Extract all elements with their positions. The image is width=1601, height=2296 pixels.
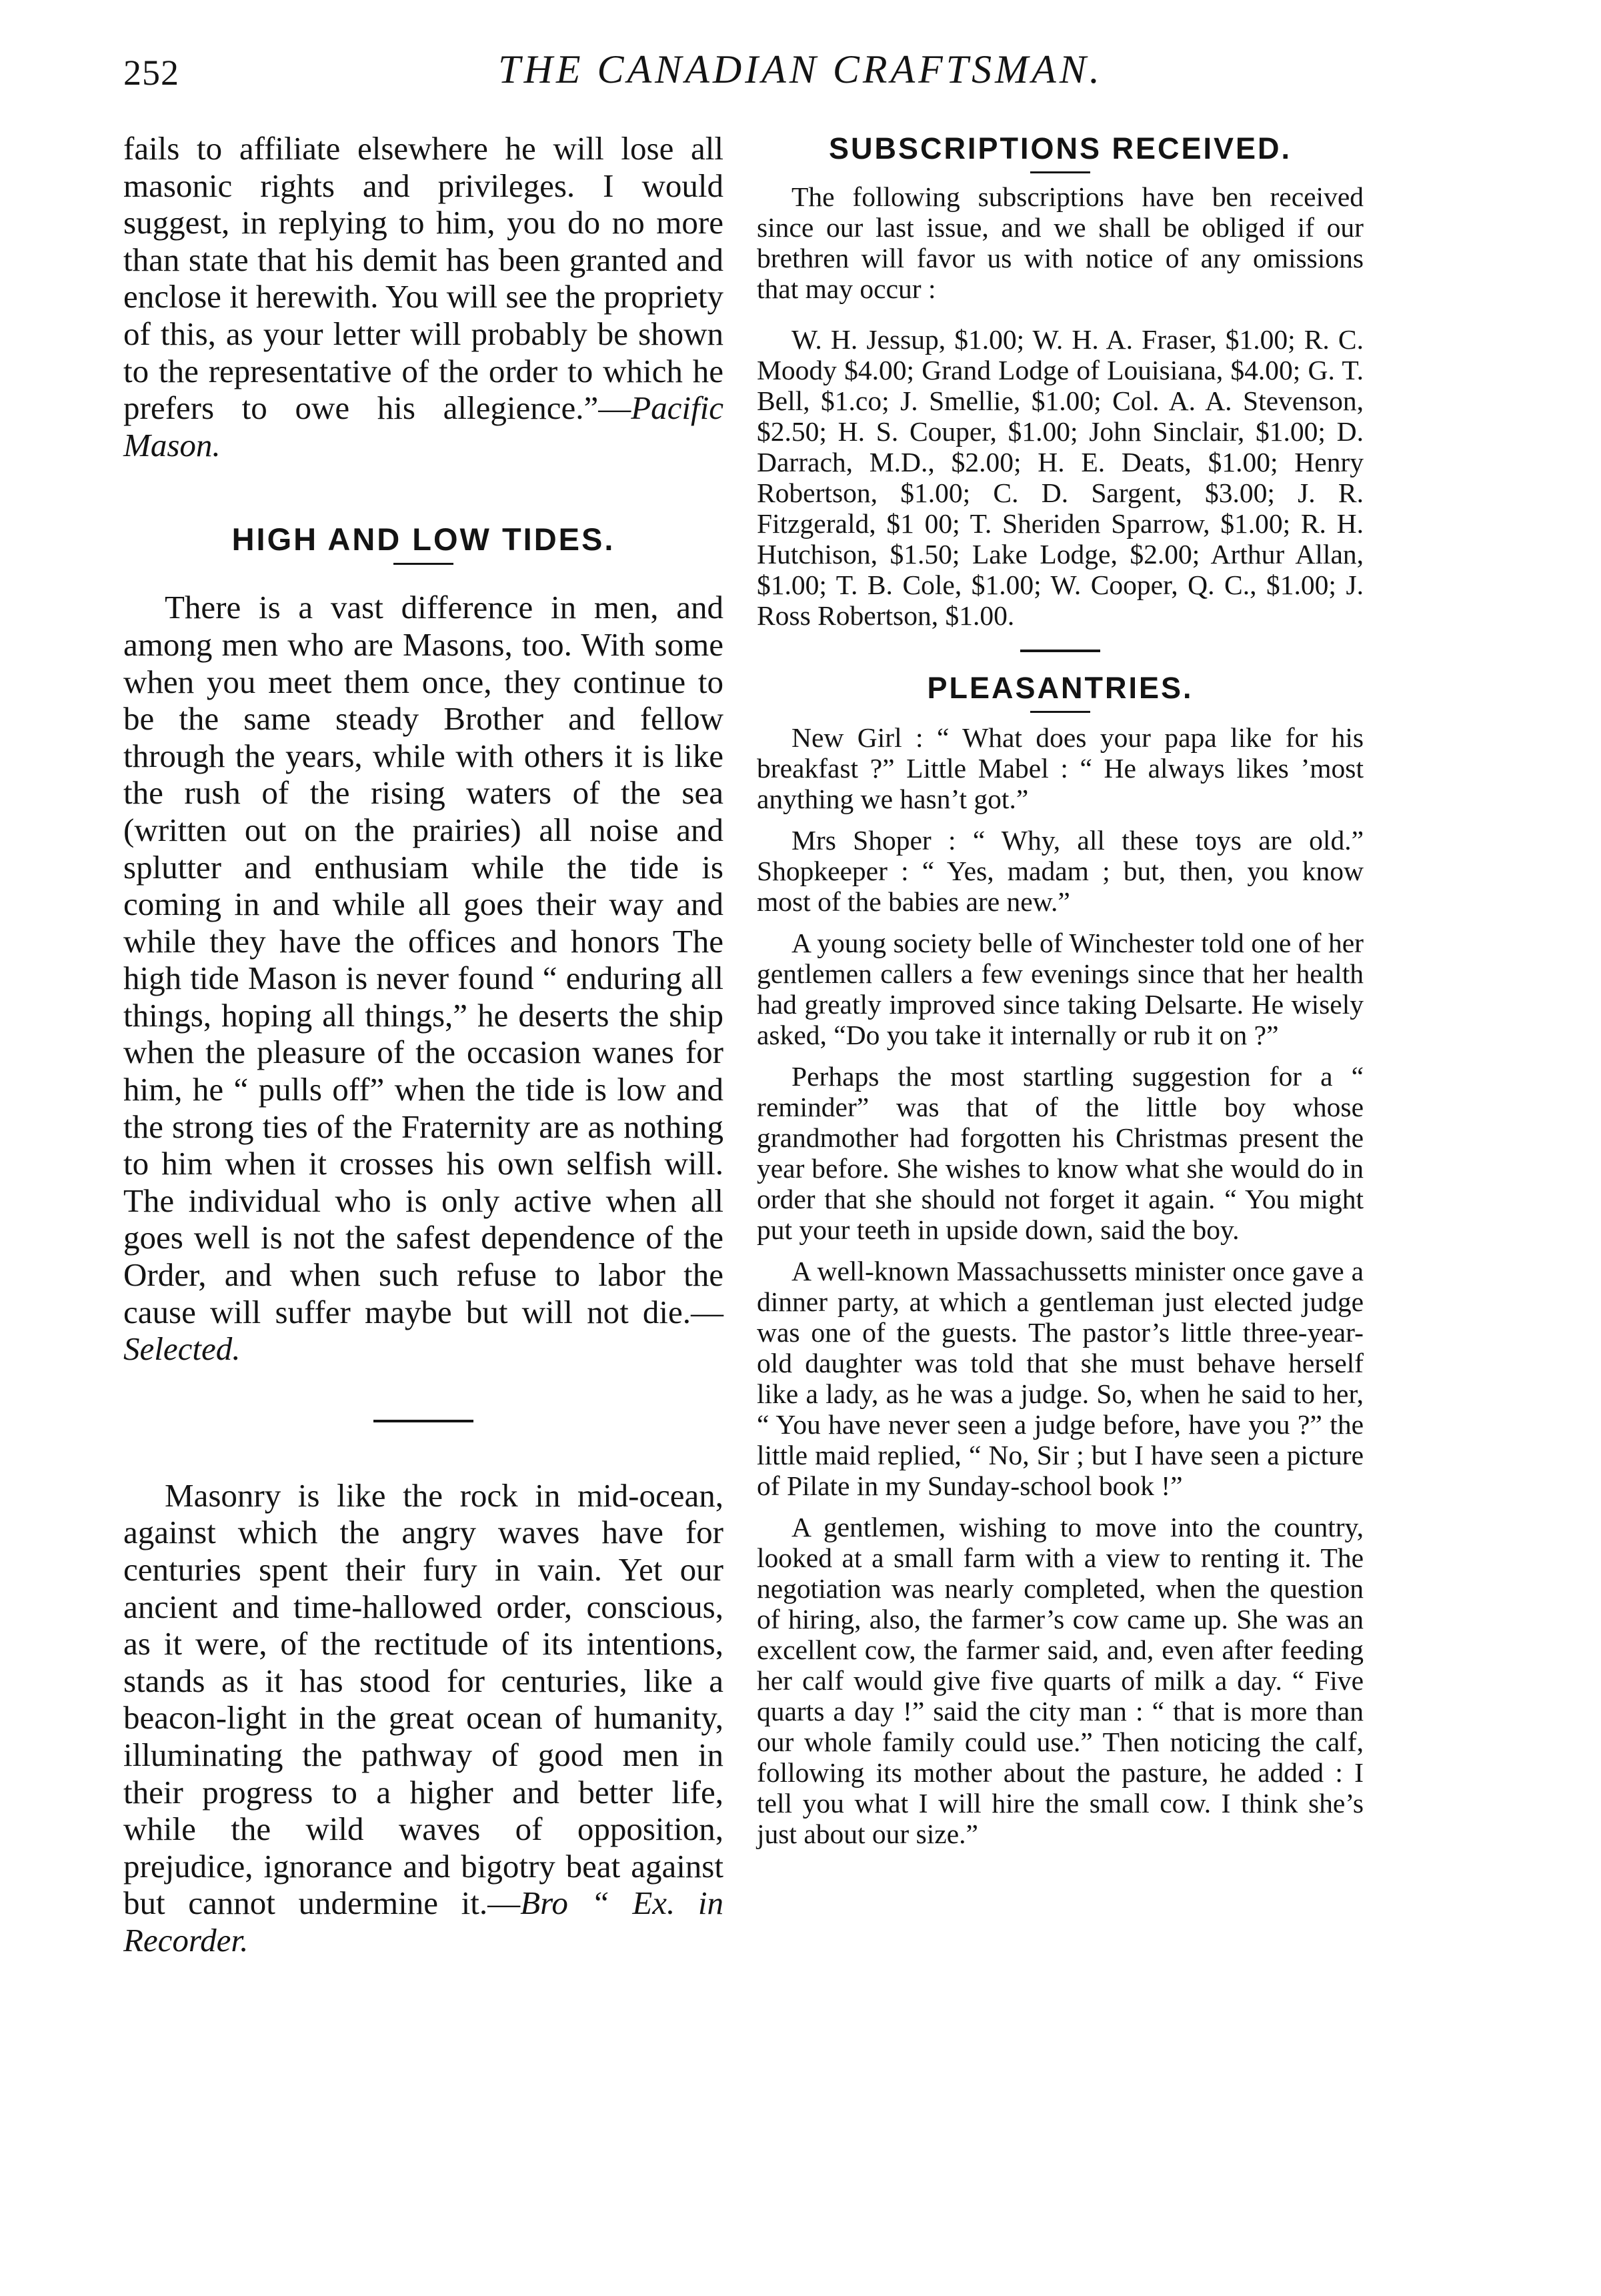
high-low-tides-article bbox=[123, 589, 723, 1367]
subscriptions-heading: SUBSCRIPTIONS RECEIVED. bbox=[828, 131, 1292, 165]
subscriptions-intro: The following subscriptions have ben received since our last issue, and we shall be obliged if our brethren will favor us with notice of any omissions that may occur : bbox=[757, 181, 1364, 304]
pleasantry-item: Perhaps the most startling suggestion for a “ reminder” was that of the little boy whose grandmother had forgotten his Christmas present the year before. She wishes to know what she would do in order that she should not forget it again. “ You might put your teeth in upside down, said the boy. bbox=[757, 1061, 1364, 1245]
continuation-source: Pacific Mason. bbox=[123, 389, 723, 463]
heading-rule bbox=[1030, 171, 1090, 173]
section-divider bbox=[373, 1420, 473, 1422]
pleasantry-item: A well-known Massachussetts minister once gave a dinner party, at which a gentleman just elected judge was one of the guests. The pastor’s little three-year-old daughter was told that she must behave herself like a lady, as he was a judge. So, when he said to her, “ You have never seen a judge before, have you ?” the little maid replied, “ No, Sir ; but I have seen a picture of Pilate in my Sunday-school book !” bbox=[757, 1256, 1364, 1501]
page-number: 252 bbox=[123, 53, 179, 93]
pleasantries-heading: PLEASANTRIES. bbox=[927, 671, 1194, 705]
pleasantry-item: A gentlemen, wishing to move into the country, looked at a small farm with a view to renting it. The negotiation was nearly completed, when the question of hiring, also, the farmer’s cow came up. She was an excellent cow, the farmer said, and, even after feeding her calf would give five quarts of milk a day. “ Five quarts a day !” said the city man : “ that is more than our whole family could use.” Then noticing the calf, following its mother about the pasture, he added : I tell you what I will hire the small cow. I think she’s just about our size.” bbox=[757, 1512, 1364, 1849]
pleasantry-item: Mrs Shoper : “ Why, all these toys are old.” Shopkeeper : “ Yes, madam ; but, then, you know most of the babies are new.” bbox=[757, 825, 1364, 917]
subscriptions-list: W. H. Jessup, $1.00; W. H. A. Fraser, $1.00; R. C. Moody $4.00; Grand Lodge of Louisiana, $4.00; G. T. Bell, $1.co; J. Smellie, $1.00; Col. A. A. Stevenson, $2.50; H. S. Couper, $1.00; John Sinclair, $1.00; D. Darrach, M.D., $2.00; H. E. Deats, $1.00; Henry Robertson, $1.00; C. D. Sargent, $3.00; J. R. Fitzgerald, $1 00; T. Sheriden Sparrow, $1.00; R. H. Hutchison, $1.50; Lake Lodge, $2.00; Arthur Allan, $1.00; T. B. Cole, $1.00; W. Cooper, Q. C., $1.00; J. Ross Robertson, $1.00. bbox=[757, 324, 1364, 631]
right-column bbox=[757, 130, 1364, 1849]
continuation-text: fails to affiliate elsewhere he will lose all masonic rights and privileges. I would suggest, in replying to him, you do no more than state that his demit has been granted and enclose it herewith. You will see the propriety of this, as your letter will probably be shown to the representative of the order to which he prefers to owe his allegience.”— bbox=[123, 130, 723, 427]
left-column bbox=[123, 130, 723, 1959]
masonry-rock-source: Bro “ Ex. in Recorder. bbox=[123, 1885, 724, 1959]
continuation-article bbox=[123, 130, 723, 463]
masthead-title: THE CANADIAN CRAFTSMAN. bbox=[498, 47, 1103, 91]
high-low-tides-text: There is a vast difference in men, and among men who are Masons, too. With some when you meet them once, they continue to be the same steady Brother and fellow through the years, while with others it is like the rush of the rising waters of the sea (written out on the prairies) all noise and splutter and enthusiam while the tide is coming in and while all goes their way and while they have the offices and honors The high tide Mason is never found “ enduring all things, hoping all things,” he deserts the ship when the pleasure of the occasion wanes for him, he “ pulls off” when the tide is low and the strong ties of the Fraternity are as nothing to him when it crosses his own selfish will. The individual who is only active when all goes well is not the safest dependence of the Order, and when such refuse to labor the cause will suffer maybe but will not die.— bbox=[123, 589, 723, 1330]
pleasantry-item: A young society belle of Winchester told one of her gentlemen callers a few evenings since that her health had greatly improved since taking Delsarte. He wisely asked, “Do you take it internally or rub it on ?” bbox=[757, 928, 1364, 1050]
masonry-rock-article bbox=[123, 1477, 723, 1959]
high-low-tides-heading: HIGH AND LOW TIDES. bbox=[231, 521, 615, 557]
section-divider bbox=[1020, 650, 1100, 652]
heading-rule bbox=[393, 563, 453, 565]
high-low-tides-source: Selected. bbox=[123, 1330, 241, 1368]
pleasantries-list bbox=[757, 722, 1364, 1849]
pleasantry-item: New Girl : “ What does your papa like for his breakfast ?” Little Mabel : “ He always likes ’most anything we hasn’t got.” bbox=[757, 722, 1364, 814]
heading-rule bbox=[1030, 711, 1090, 713]
masonry-rock-text: Masonry is like the rock in mid-ocean, against which the angry waves have for centuries spent their fury in vain. Yet our ancient and time-hallowed order, conscious, as it were, of the rectitude of its intentions, stands as it has stood for centuries, like a beacon-light in the great ocean of humanity, illuminating the pathway of good men in their progress to a higher and better life, while the wild waves of opposition, prejudice, ignorance and bigotry beat against but cannot undermine it.— bbox=[123, 1476, 723, 1922]
